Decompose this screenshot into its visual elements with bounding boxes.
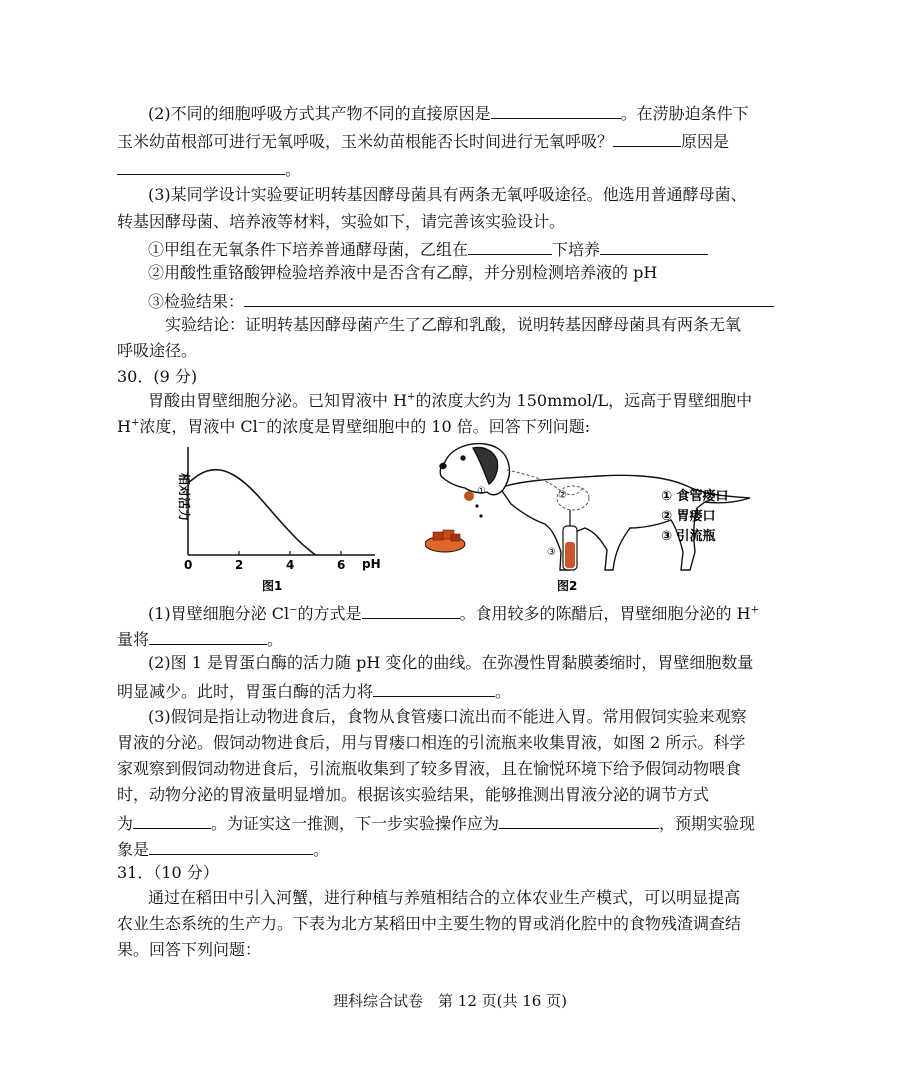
q30-p3-line2: 胃液的分泌。假饲动物进食后，用与胃瘘口相连的引流瓶来收集胃液，如图 2 所示。科学 <box>117 733 746 752</box>
x-tick-label: 4 <box>286 558 295 572</box>
q29-step3: ③检验结果： <box>148 288 774 313</box>
page-footer: 理科综合试卷 第 12 页(共 16 页) <box>333 992 567 1010</box>
answer-blank[interactable] <box>149 626 267 645</box>
food-drip-icon <box>475 504 478 507</box>
food-drip-icon <box>479 514 482 517</box>
answer-blank[interactable] <box>468 236 552 255</box>
esophageal-fistula-icon <box>464 491 474 501</box>
y-axis-label: 相对活力 <box>177 473 191 522</box>
figure-1-chart <box>150 445 390 595</box>
figure-1-caption: 图1 <box>262 579 283 593</box>
answer-blank[interactable] <box>491 100 621 119</box>
q29-step2: ②用酸性重铬酸钾检验培养液中是否含有乙醇，并分别检测培养液的 pH <box>148 263 658 282</box>
q29-p3-line1: (3)某同学设计实验要证明转基因酵母菌具有两条无氧呼吸途径。他选用普通酵母菌、 <box>148 185 747 204</box>
q30-p1-line2: 量将 。 <box>117 626 283 651</box>
x-tick-label: 0 <box>184 558 193 572</box>
marker-1: ① <box>477 486 486 497</box>
q30-intro-line1: 胃酸由胃壁细胞分泌。已知胃液中 H+的浓度大约为 150mmol/L，远高于胃壁细胞中 <box>148 391 753 410</box>
x-tick-group <box>184 551 345 572</box>
x-tick-label: 2 <box>235 558 244 572</box>
q29-conclusion-line1: 实验结论：证明转基因酵母菌产生了乙醇和乳酸，说明转基因酵母菌具有两条无氧 <box>165 315 742 334</box>
q30-p2-line2: 明显减少。此时，胃蛋白酶的活力将 。 <box>117 678 511 703</box>
q30-p3-line5: 为 。为证实这一推测，下一步实验操作应为 ，预期实验现 <box>117 810 755 835</box>
answer-blank[interactable] <box>133 810 211 829</box>
q30-p2-line1: (2)图 1 是胃蛋白酶的活力随 pH 变化的曲线。在弥漫性胃黏膜萎缩时，胃壁细胞数量 <box>148 653 754 672</box>
answer-blank[interactable] <box>613 128 681 147</box>
q30-p3-line4: 时，动物分泌的胃液量明显增加。根据该实验结果，能够推测出胃液分泌的调节方式 <box>117 785 710 804</box>
answer-blank[interactable] <box>244 288 774 307</box>
x-tick-label: 6 <box>337 558 346 572</box>
q29-p2-line1: (2)不同的细胞呼吸方式其产物不同的直接原因是 。在涝胁迫条件下 <box>148 100 749 125</box>
dog-icon <box>440 444 750 570</box>
legend-item-gastric-fistula: ② 胃瘘口 <box>661 509 716 524</box>
figure-2-dog-illustration <box>425 440 775 595</box>
q31-number: 31．（10 分） <box>117 863 219 882</box>
q30-intro-line2: H+浓度，胃液中 Cl−的浓度是胃壁细胞中的 10 倍。回答下列问题: <box>117 417 591 436</box>
answer-blank[interactable] <box>373 678 495 697</box>
drainage-bottle-icon <box>563 526 577 570</box>
marker-2: ② <box>558 490 567 501</box>
q29-step1: ①甲组在无氧条件下培养普通酵母菌，乙组在 下培养 <box>148 236 708 261</box>
q30-number: 30．(9 分) <box>117 367 198 386</box>
answer-blank[interactable] <box>600 236 708 255</box>
q29-conclusion-line2: 呼吸途径。 <box>117 341 198 360</box>
legend-item-drainage-bottle: ③ 引流瓶 <box>661 529 716 544</box>
q30-p3-line3: 家观察到假饲动物进食后，引流瓶收集到了较多胃液，且在愉悦环境下给予假饲动物喂食 <box>117 759 742 778</box>
q31-line1: 通过在稻田中引入河蟹，进行种植与养殖相结合的立体农业生产模式，可以明显提高 <box>148 888 741 907</box>
x-axis-label: pH <box>362 557 381 571</box>
q30-p3-line1: (3)假饲是指让动物进食后，食物从食管瘘口流出而不能进入胃。常用假饲实验来观察 <box>148 707 747 726</box>
q29-p3-line2: 转基因酵母菌、培养液等材料，实验如下，请完善该实验设计。 <box>117 212 566 231</box>
answer-blank[interactable] <box>149 836 313 855</box>
q31-line3: 果。回答下列问题： <box>117 940 262 959</box>
figure-2-caption: 图2 <box>557 579 578 593</box>
answer-blank[interactable] <box>117 156 285 175</box>
q31-line2: 农业生态系统的生产力。下表为北方某稻田中主要生物的胃或消化腔中的食物残渣调查结 <box>117 914 742 933</box>
legend-item-esophageal-fistula: ① 食管瘘口 <box>661 489 729 504</box>
marker-3: ③ <box>547 547 556 558</box>
answer-blank[interactable] <box>499 810 659 829</box>
q30-p1-line1: (1)胃壁细胞分泌 Cl−的方式是 。食用较多的陈醋后，胃壁细胞分泌的 H+ <box>148 600 759 625</box>
food-bowl-icon <box>425 530 465 552</box>
answer-blank[interactable] <box>362 600 460 619</box>
q29-p2-line2: 玉米幼苗根部可进行无氧呼吸，玉米幼苗根能否长时间进行无氧呼吸？ 原因是 <box>117 128 729 153</box>
q29-p2-line3: 。 <box>117 156 301 181</box>
activity-curve <box>188 470 316 555</box>
q30-p3-line6: 象是 。 <box>117 836 329 861</box>
